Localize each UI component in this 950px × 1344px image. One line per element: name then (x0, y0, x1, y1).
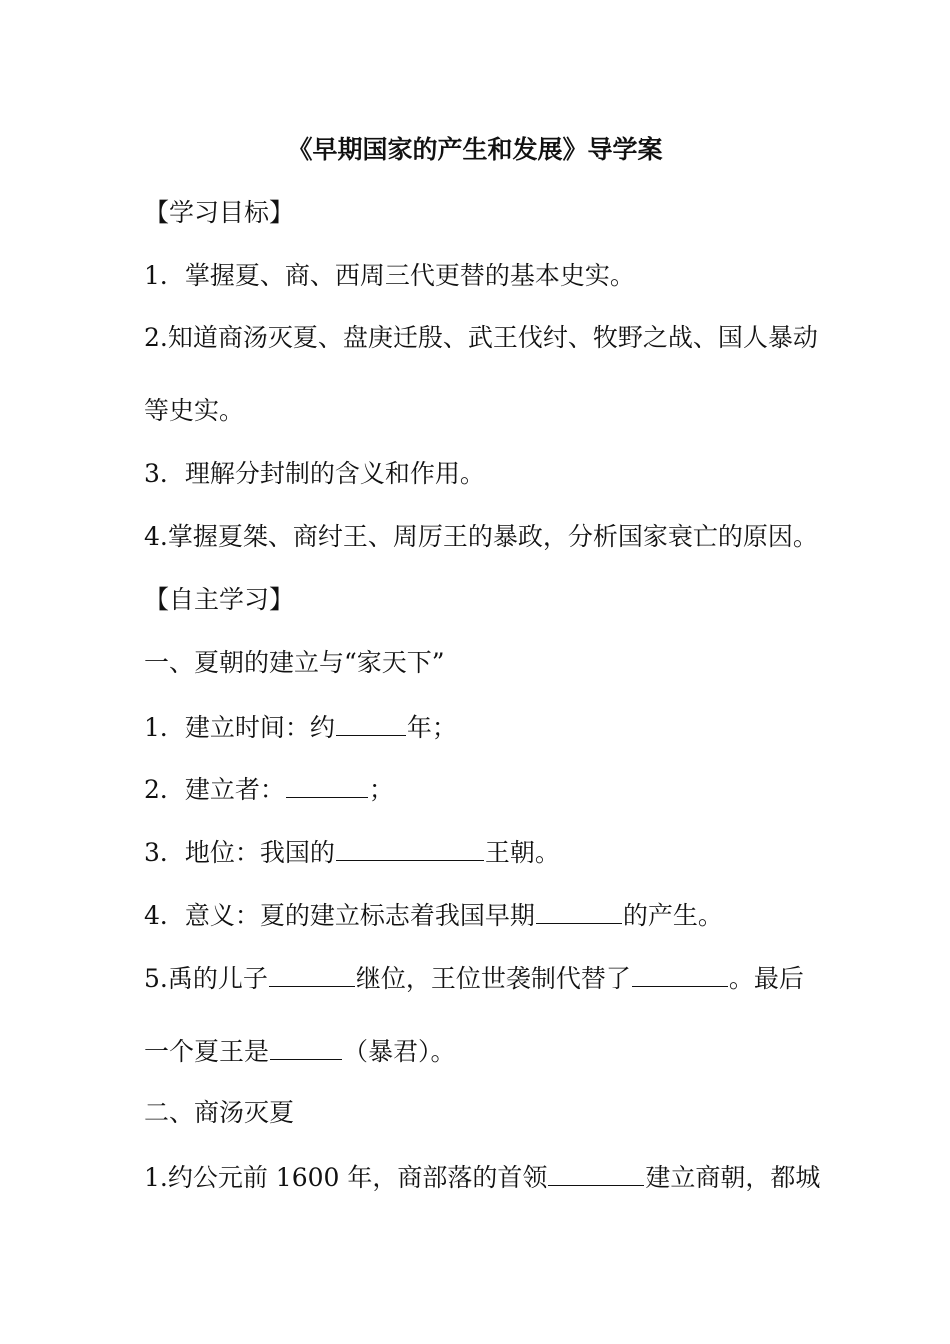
item-text: 1．建立时间：约 (144, 713, 335, 742)
document-title: 《早期国家的产生和发展》导学案 (287, 135, 663, 164)
objective-2-continued: 等史实。 (144, 396, 245, 425)
objective-2: 2.知道商汤灭夏、盘庚迁殷、武王伐纣、牧野之战、国人暴动 (144, 323, 818, 352)
part2-item-1 (144, 1159, 821, 1195)
item-text: 一个夏王是 (144, 1037, 270, 1066)
item-text: （暴君）。 (343, 1037, 456, 1066)
item-text: 建立商朝，都城 (645, 1163, 821, 1192)
part1-item-3 (144, 834, 814, 870)
fill-blank[interactable] (336, 709, 406, 736)
fill-blank[interactable] (536, 897, 622, 924)
item-text: 2．建立者： (144, 775, 285, 804)
objectives-heading: 【学习目标】 (144, 198, 295, 227)
item-text: 的产生。 (622, 901, 723, 930)
fill-blank[interactable] (336, 834, 484, 861)
part1-item-2 (144, 771, 814, 807)
fill-blank[interactable] (286, 771, 368, 798)
part1-heading: 一、夏朝的建立与“家天下” (144, 648, 445, 677)
item-text: 1.约公元前 1600 年，商部落的首领 (144, 1163, 548, 1192)
item-text: ； (368, 775, 394, 804)
self-study-heading: 【自主学习】 (144, 585, 295, 614)
part1-item-4 (144, 897, 814, 933)
part1-item-5-continued (144, 1033, 814, 1069)
item-text: 5.禹的儿子 (144, 964, 268, 993)
item-text: 继位，王位世袭制代替了 (355, 964, 631, 993)
part1-item-1 (144, 709, 814, 745)
fill-blank[interactable] (270, 1033, 342, 1060)
fill-blank[interactable] (269, 960, 355, 987)
objective-3: 3．理解分封制的含义和作用。 (144, 459, 485, 488)
part2-heading: 二、商汤灭夏 (144, 1098, 295, 1127)
item-text: 王朝。 (484, 838, 560, 867)
fill-blank[interactable] (548, 1159, 644, 1186)
objective-4: 4.掌握夏桀、商纣王、周厉王的暴政，分析国家衰亡的原因。 (144, 522, 818, 551)
objective-1: 1．掌握夏、商、西周三代更替的基本史实。 (144, 261, 635, 290)
part1-item-5 (144, 960, 814, 996)
item-text: 年； (406, 713, 457, 742)
item-text: 3．地位：我国的 (144, 838, 335, 867)
fill-blank[interactable] (632, 960, 728, 987)
item-text: 。最后 (728, 964, 804, 993)
item-text: 4．意义：夏的建立标志着我国早期 (144, 901, 535, 930)
